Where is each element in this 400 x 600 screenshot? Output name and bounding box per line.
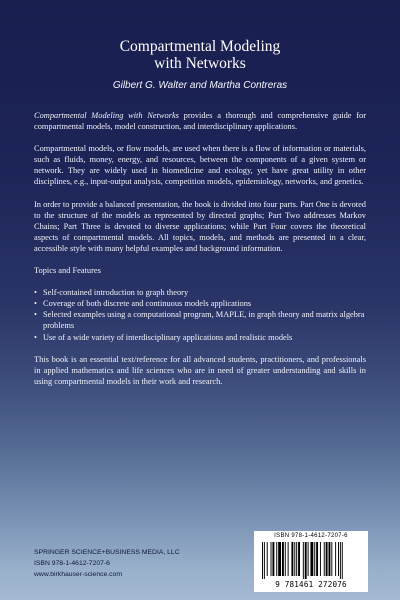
book-authors: Gilbert G. Walter and Martha Contreras [112, 80, 288, 91]
barcode-stripe [264, 542, 265, 579]
intro-paragraph [34, 110, 366, 132]
features-list [34, 287, 366, 342]
barcode-stripe [276, 542, 277, 576]
barcode-stripe [342, 542, 343, 579]
barcode-stripe [271, 542, 272, 576]
book-title-line-1: Compartmental Modeling [119, 38, 281, 55]
barcode-stripe [329, 542, 331, 576]
barcode-stripe [296, 542, 297, 576]
closing-paragraph: This book is an essential text/reference for all advanced students, practitioners, and professionals in applied mathematics and life sciences who are in need of greater understanding and skills in using compartmental models in their work and research. [34, 354, 366, 386]
feature-item-text: Self-contained introduction to graph theory [43, 288, 189, 298]
isbn-barcode [254, 531, 368, 592]
barcode-stripe [294, 542, 295, 576]
bullet-icon: • [34, 288, 37, 298]
barcode-stripe [340, 542, 341, 579]
feature-item [34, 309, 366, 331]
description-body [34, 110, 366, 398]
barcode-stripe [331, 542, 332, 576]
barcode-stripe [278, 542, 281, 576]
bullet-icon: • [34, 299, 37, 309]
barcode-stripe [298, 542, 300, 576]
barcode-stripe [316, 542, 318, 576]
barcode-stripe [288, 542, 289, 576]
book-title-line-2: with Networks [154, 55, 246, 72]
barcode-stripe [282, 542, 284, 576]
publisher-name: SPRINGER SCIENCE+BUSINESS MEDIA, LLC [34, 549, 180, 556]
publisher-info [34, 547, 180, 581]
description-paragraph-3: In order to provide a balanced presentation, the book is divided into four parts. Part One is devoted to the structure of the models as represented by directed graphs; Part Two addresses Markov Chains; Part Three is devoted to diverse applications; while Part Four covers the theoretical aspects of compartmental models. All topics, models, and methods are presented in a clear, accessible style with many helpful examples and background information. [34, 199, 366, 253]
barcode-stripe [272, 542, 274, 576]
barcode-stripe [324, 542, 325, 576]
feature-item-text: Selected examples using a computational program, MAPLE, in graph theory and matrix algebra problems [43, 310, 365, 331]
bullet-icon: • [34, 332, 37, 342]
barcode-stripe [335, 542, 336, 576]
book-title [0, 38, 400, 72]
topics-heading: Topics and Features [34, 266, 101, 276]
barcode-digits: 9 781461 272076 [275, 580, 347, 589]
barcode-stripe [326, 542, 328, 576]
feature-item-text: Coverage of both discrete and continuous models applications [43, 299, 252, 309]
intro-title-italic: Compartmental Modeling with Networks [34, 111, 179, 120]
barcode-stripe [303, 542, 304, 579]
barcode-stripe [308, 542, 309, 576]
barcode-stripe [291, 542, 293, 576]
barcode-stripe [262, 542, 263, 579]
barcode-stripe [285, 542, 286, 576]
barcode-stripe [267, 542, 268, 576]
feature-item [34, 332, 366, 343]
barcode-bars [262, 542, 360, 579]
barcode-stripe [305, 542, 307, 579]
publisher-isbn: ISBN 978-1-4612-7207-6 [34, 560, 110, 568]
feature-item-text: Use of a wide variety of interdisciplinary applications and realistic models [43, 332, 293, 342]
description-paragraph-2: Compartmental models, or flow models, are used when there is a flow of information or materials, such as fluids, money, energy, and resources, between the components of a given system or network. They are widely used in biomedicine and ecology, yet have great utility in other disciplines, e.g., input-output analysis, competition models, epidemiology, networks, and genetics. [34, 144, 366, 187]
barcode-isbn-label: ISBN 978-1-4612-7207-6 [274, 533, 348, 539]
barcode-stripe [338, 542, 339, 576]
feature-item [34, 287, 366, 298]
barcode-stripe [310, 542, 313, 576]
intro-text: provides a thorough and comprehensive guide for compartmental models, model construction, and interdisciplinary applications. [34, 111, 366, 132]
barcode-stripe [314, 542, 315, 576]
bullet-icon: • [34, 310, 37, 320]
feature-item [34, 298, 366, 309]
publisher-url: www.birkhauser-science.com [34, 571, 123, 579]
barcode-stripe [320, 542, 321, 576]
